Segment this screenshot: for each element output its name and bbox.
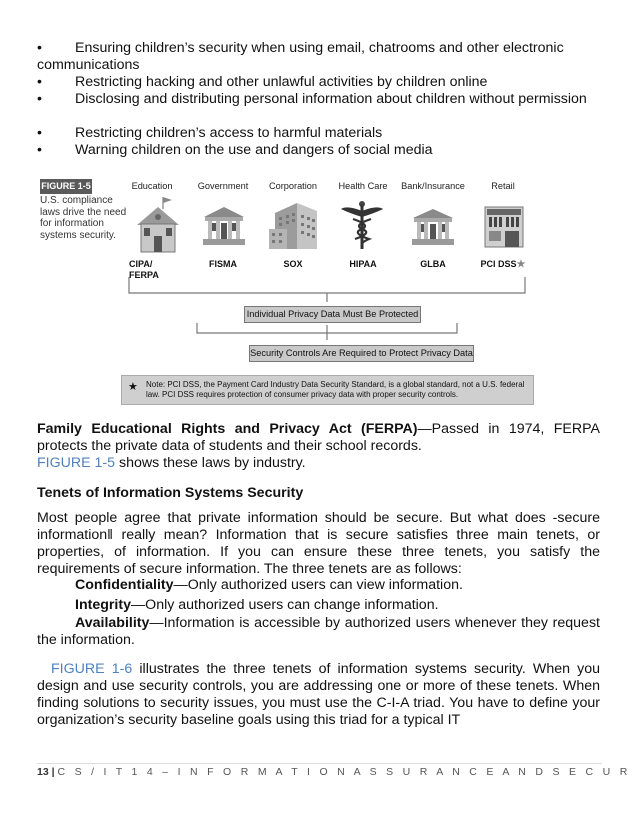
figure-1-6-paragraph xyxy=(37,661,600,729)
section-heading: Tenets of Information Systems Security xyxy=(37,485,304,501)
bullet-text: Disclosing and distributing personal information about children without permission xyxy=(75,91,587,107)
figure-caption: U.S. compliance laws drive the need for information systems security. xyxy=(40,195,127,241)
tenet-definition: —Information is accessible by authorized users whenever they request the information. xyxy=(37,615,600,648)
ferpa-paragraph xyxy=(37,421,600,472)
figure-1-5-link[interactable]: FIGURE 1-5 xyxy=(37,455,116,471)
law-sox: SOX xyxy=(283,259,303,269)
privacy-data-box: Individual Privacy Data Must Be Protected xyxy=(244,306,421,323)
bank-icon xyxy=(411,207,455,247)
bullet-symbol: • xyxy=(37,74,42,90)
course-title: C S / I T 1 4 – I N F O R M A T I O N A S S U R A N C E A N D S E C U R xyxy=(57,766,631,778)
industry-corporation: Corporation xyxy=(268,181,317,191)
bullet-text: Ensuring children’s security when using email, chatrooms and other electronic communications xyxy=(37,40,564,73)
tenet-definition: —Only authorized users can view information. xyxy=(173,577,463,593)
schoolhouse-icon xyxy=(135,195,181,255)
tenet-availability xyxy=(37,615,600,649)
tenet-term: Confidentiality xyxy=(75,577,174,593)
bullet-text: Warning children on the use and dangers of social media xyxy=(75,142,433,158)
bullet-symbol: • xyxy=(37,125,42,141)
bullet-item xyxy=(37,142,600,159)
bullet-symbol: • xyxy=(37,91,42,107)
bullet-item xyxy=(37,91,600,108)
figure-1-5 xyxy=(37,175,533,410)
government-building-icon xyxy=(202,205,246,247)
page-footer xyxy=(37,763,631,778)
figure-label: FIGURE 1-5 xyxy=(40,179,92,194)
law-pci-dss xyxy=(468,259,538,270)
industry-retail: Retail xyxy=(491,181,515,191)
industry-education: Education xyxy=(131,181,173,191)
law-glba: GLBA xyxy=(420,259,446,269)
law-hipaa: HIPAA xyxy=(349,259,377,269)
figure-ref-text: shows these laws by industry. xyxy=(115,455,306,471)
tenet-term: Availability xyxy=(75,615,150,631)
bullet-symbol: • xyxy=(37,142,42,158)
tenet-integrity xyxy=(37,597,600,614)
tenet-confidentiality xyxy=(37,577,600,594)
figure-1-6-link[interactable]: FIGURE 1-6 xyxy=(51,661,133,677)
star-icon: ★ xyxy=(516,259,526,270)
star-icon: ★ xyxy=(128,381,138,393)
bullet-item xyxy=(37,125,600,142)
industry-bank-insurance: Bank/Insurance xyxy=(401,181,465,191)
office-building-icon xyxy=(267,193,321,249)
bullet-item xyxy=(37,40,600,74)
ferpa-text: —Passed in 1974, FERPA protects the private data of students and their school records. xyxy=(37,421,600,454)
law-label: PCI DSS xyxy=(480,259,517,269)
figure-1-6-text: illustrates the three tenets of information systems security. When you design and use security controls, you are addressing one or more of these tenets. When finding solutions to security issues, you must use the C-I-A triad. You have to define your organization’s security baseline goals using this triad for a typical IT xyxy=(37,661,601,728)
intro-paragraph: Most people agree that private information should be secure. But what does -secure information‖ really mean? Information that is secure satisfies three main tenets, or properties, of information. If you can ensure these three tenets, you satisfy the requirements of secure information. The three tenets are as follows: xyxy=(37,510,600,577)
caduceus-icon xyxy=(339,199,385,251)
industry-health-care: Health Care xyxy=(338,181,388,191)
tenet-definition: —Only authorized users can change information. xyxy=(130,597,439,613)
bullet-item xyxy=(37,74,600,91)
bullet-text: Restricting children’s access to harmful materials xyxy=(75,125,383,141)
bullet-symbol: • xyxy=(37,40,42,56)
page-number: 13 | xyxy=(37,766,55,778)
pci-note-box xyxy=(121,375,534,405)
pci-note-text: Note: PCI DSS, the Payment Card Industry Data Security Standard, is a global standard, not a U.S. federal law. PCI DSS requires protection of consumer privacy data with proper security controls. xyxy=(146,380,525,399)
storefront-icon xyxy=(483,205,525,249)
bullet-text: Restricting hacking and other unlawful activities by children online xyxy=(75,74,488,90)
law-label: CIPA/ FERPA xyxy=(129,259,159,280)
tenet-term: Integrity xyxy=(75,597,131,613)
security-controls-box: Security Controls Are Required to Protect Privacy Data xyxy=(249,345,474,362)
law-fisma: FISMA xyxy=(209,259,237,269)
industry-government: Government xyxy=(197,181,249,191)
ferpa-term: Family Educational Rights and Privacy Act (FERPA) xyxy=(37,421,418,437)
footer-text xyxy=(37,766,631,778)
